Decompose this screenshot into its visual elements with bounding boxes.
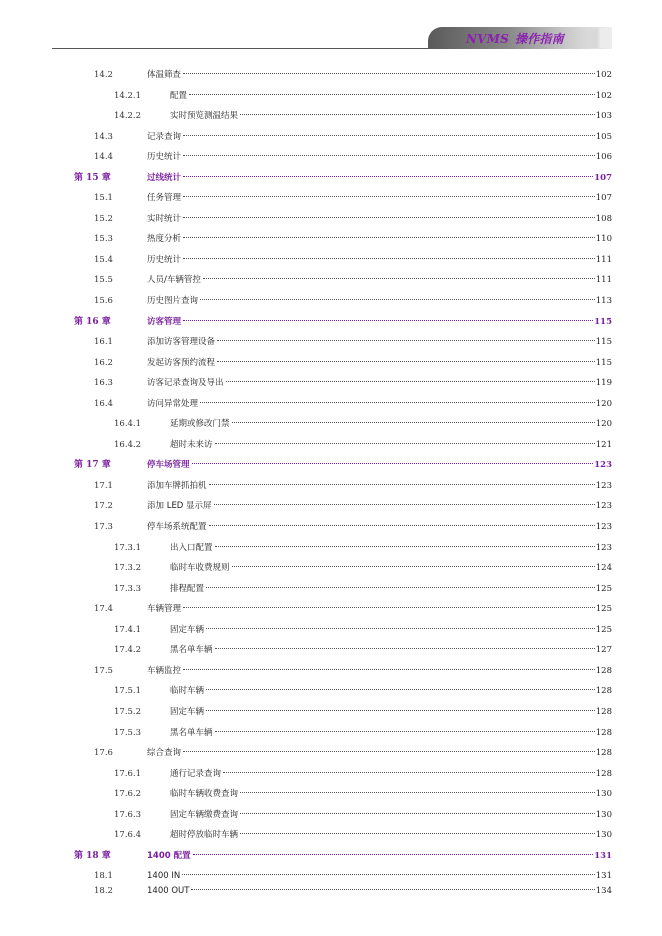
dot-leader — [217, 340, 595, 341]
toc-number: 17.6 — [94, 748, 113, 759]
toc-entry[interactable] — [0, 147, 662, 168]
toc-title: 黑名单车辆 — [170, 727, 213, 738]
dot-leader — [183, 751, 595, 752]
toc-entry[interactable] — [0, 414, 662, 435]
toc-title-line — [170, 414, 612, 435]
toc-title-line — [170, 435, 612, 456]
toc-page-number: 124 — [595, 563, 612, 574]
toc-number: 15.2 — [94, 213, 113, 224]
toc-chapter-entry[interactable] — [0, 846, 662, 867]
toc-title-line — [147, 270, 612, 291]
toc-title-line — [170, 784, 612, 805]
toc-title: 热度分析 — [147, 234, 182, 245]
dot-leader — [200, 402, 595, 403]
toc-title: 访客记录查询及导出 — [147, 378, 224, 389]
toc-entry[interactable] — [0, 270, 662, 291]
toc-title: 配置 — [170, 90, 188, 101]
toc-title-line — [147, 127, 612, 148]
toc-number: 18.2 — [94, 886, 113, 897]
dot-leader — [240, 813, 595, 814]
toc-page-number: 111 — [595, 254, 612, 265]
toc-title: 延期或修改门禁 — [170, 419, 230, 430]
toc-page-number: 102 — [595, 90, 612, 101]
toc-title-line — [170, 681, 612, 702]
toc-entry[interactable] — [0, 805, 662, 826]
dot-leader — [240, 114, 595, 115]
dot-leader — [209, 484, 595, 485]
dot-leader — [206, 587, 595, 588]
toc-entry[interactable] — [0, 229, 662, 250]
header-decoration-block — [600, 28, 610, 48]
toc-title-line — [170, 723, 612, 744]
dot-leader — [183, 155, 595, 156]
toc-number: 17.1 — [94, 480, 113, 491]
table-of-contents — [0, 65, 662, 899]
toc-page-number: 125 — [595, 583, 612, 594]
toc-page-number: 111 — [595, 275, 612, 286]
toc-title: 发起访客预约流程 — [147, 357, 216, 368]
toc-number: 16.3 — [94, 378, 113, 389]
toc-entry[interactable] — [0, 558, 662, 579]
toc-entry[interactable] — [0, 884, 662, 899]
toc-number: 15.3 — [94, 234, 113, 245]
toc-page-number: 107 — [594, 172, 612, 183]
dot-leader — [183, 196, 595, 197]
toc-entry[interactable] — [0, 86, 662, 107]
toc-entry[interactable] — [0, 209, 662, 230]
toc-page-number: 102 — [595, 70, 612, 80]
toc-title-line — [170, 764, 612, 785]
toc-page-number: 128 — [595, 686, 612, 697]
toc-number: 17.3.3 — [114, 583, 142, 594]
toc-number: 17.6.2 — [114, 789, 142, 800]
toc-title: 超时停放临时车辆 — [170, 830, 239, 841]
dot-leader — [226, 381, 595, 382]
toc-entry[interactable] — [0, 353, 662, 374]
toc-page-number: 125 — [595, 604, 612, 615]
toc-title-line — [147, 373, 612, 394]
toc-title-line — [170, 702, 612, 723]
toc-number: 17.4 — [94, 604, 113, 615]
toc-title: 出入口配置 — [170, 542, 213, 553]
dot-leader — [214, 504, 595, 505]
dot-leader — [206, 689, 595, 690]
toc-page-number: 123 — [595, 522, 612, 533]
toc-title-line — [147, 250, 612, 271]
toc-entry[interactable] — [0, 127, 662, 148]
toc-page-number: 120 — [595, 398, 612, 409]
toc-title: 超时未来访 — [170, 439, 213, 450]
toc-title-line — [147, 65, 612, 86]
toc-number: 17.4.1 — [114, 624, 142, 635]
toc-title-line — [147, 229, 612, 250]
toc-title-line — [147, 884, 612, 899]
toc-number: 第 16 章 — [74, 316, 111, 327]
toc-title: 通行记录查询 — [170, 768, 222, 779]
toc-title-line — [147, 188, 612, 209]
dot-leader — [183, 176, 593, 177]
toc-title-line — [147, 599, 612, 620]
toc-entry[interactable] — [0, 661, 662, 682]
toc-title-line — [147, 496, 612, 517]
toc-entry[interactable] — [0, 599, 662, 620]
toc-page-number: 108 — [595, 213, 612, 224]
toc-page-number: 123 — [594, 460, 612, 471]
dot-leader — [215, 443, 595, 444]
toc-title-line — [147, 332, 612, 353]
toc-title: 停车场管理 — [147, 460, 190, 471]
toc-entry[interactable] — [0, 620, 662, 641]
toc-entry[interactable] — [0, 517, 662, 538]
toc-number: 16.1 — [94, 337, 113, 348]
dot-leader — [183, 135, 595, 136]
toc-entry[interactable] — [0, 825, 662, 846]
toc-page-number: 123 — [595, 501, 612, 512]
toc-title: 1400 OUT — [147, 886, 190, 897]
dot-leader — [215, 648, 595, 649]
dot-leader — [193, 854, 594, 855]
dot-leader — [215, 546, 595, 547]
toc-title: 添加访客管理设备 — [147, 337, 216, 348]
header-title — [466, 30, 564, 47]
toc-title: 实时统计 — [147, 213, 182, 224]
toc-page-number: 115 — [594, 316, 612, 327]
toc-number: 16.4 — [94, 398, 113, 409]
toc-title: 临时车辆收费查询 — [170, 789, 239, 800]
toc-page-number: 130 — [595, 830, 612, 841]
dot-leader — [217, 361, 595, 362]
toc-number: 17.3 — [94, 522, 113, 533]
toc-title: 车辆监控 — [147, 665, 182, 676]
toc-page-number: 120 — [595, 419, 612, 430]
toc-entry[interactable] — [0, 188, 662, 209]
toc-chapter-entry[interactable] — [0, 168, 662, 189]
toc-page-number: 128 — [595, 748, 612, 759]
toc-number: 14.3 — [94, 131, 113, 142]
toc-page-number: 103 — [595, 111, 612, 122]
toc-title-line — [147, 517, 612, 538]
dot-leader — [232, 566, 595, 567]
toc-title: 停车场系统配置 — [147, 522, 207, 533]
toc-entry[interactable] — [0, 743, 662, 764]
dot-leader — [189, 94, 595, 95]
toc-number: 第 17 章 — [74, 460, 111, 471]
toc-title: 任务管理 — [147, 193, 182, 204]
toc-page-number: 107 — [595, 193, 612, 204]
toc-number: 14.2.1 — [114, 90, 142, 101]
toc-title: 历史图片查询 — [147, 296, 199, 307]
toc-number: 14.4 — [94, 152, 113, 163]
toc-page-number: 123 — [595, 542, 612, 553]
dot-leader — [240, 792, 595, 793]
toc-title-line — [147, 455, 612, 476]
toc-entry[interactable] — [0, 579, 662, 600]
toc-chapter-entry[interactable] — [0, 455, 662, 476]
toc-title-line — [147, 846, 612, 867]
toc-entry[interactable] — [0, 764, 662, 785]
toc-title-line — [147, 476, 612, 497]
dot-leader — [200, 299, 595, 300]
toc-entry[interactable] — [0, 476, 662, 497]
toc-number: 17.4.2 — [114, 645, 142, 656]
dot-leader — [183, 73, 595, 74]
toc-title: 1400 配置 — [147, 850, 191, 861]
toc-title-line — [170, 620, 612, 641]
toc-entry[interactable] — [0, 496, 662, 517]
toc-title: 车辆管理 — [147, 604, 182, 615]
toc-entry[interactable] — [0, 702, 662, 723]
toc-title: 历史统计 — [147, 152, 182, 163]
toc-page-number: 128 — [595, 727, 612, 738]
toc-title: 1400 IN — [147, 871, 181, 882]
dot-leader — [206, 628, 595, 629]
toc-number: 17.6.3 — [114, 809, 142, 820]
toc-page-number: 121 — [595, 439, 612, 450]
toc-title-line — [170, 86, 612, 107]
toc-page-number: 105 — [595, 131, 612, 142]
toc-title: 综合查询 — [147, 748, 182, 759]
toc-number: 16.4.2 — [114, 439, 142, 450]
toc-title: 历史统计 — [147, 254, 182, 265]
toc-title: 访客管理 — [147, 316, 182, 327]
toc-title-line — [147, 394, 612, 415]
toc-title-line — [170, 640, 612, 661]
toc-chapter-entry[interactable] — [0, 312, 662, 333]
toc-number: 14.2 — [94, 70, 113, 80]
toc-title-line — [170, 825, 612, 846]
toc-title-line — [170, 538, 612, 559]
toc-number: 17.5.3 — [114, 727, 142, 738]
toc-number: 17.5.2 — [114, 706, 142, 717]
toc-title-line — [147, 661, 612, 682]
toc-number: 17.5.1 — [114, 686, 142, 697]
dot-leader — [192, 463, 594, 464]
toc-title: 固定车辆 — [170, 624, 205, 635]
toc-entry[interactable] — [0, 723, 662, 744]
toc-entry[interactable] — [0, 250, 662, 271]
toc-entry[interactable] — [0, 394, 662, 415]
toc-title: 添加 LED 显示屏 — [147, 501, 212, 512]
toc-title-line — [147, 291, 612, 312]
toc-number: 17.2 — [94, 501, 113, 512]
toc-title-line — [147, 147, 612, 168]
dot-leader — [183, 607, 595, 608]
toc-title-line — [170, 805, 612, 826]
dot-leader — [183, 320, 593, 321]
toc-number: 15.5 — [94, 275, 113, 286]
toc-entry[interactable] — [0, 784, 662, 805]
toc-page-number: 125 — [595, 624, 612, 635]
toc-page-number: 110 — [595, 234, 612, 245]
toc-page-number: 119 — [595, 378, 612, 389]
toc-number: 16.2 — [94, 357, 113, 368]
toc-entry[interactable] — [0, 435, 662, 456]
toc-page-number: 128 — [595, 706, 612, 717]
dot-leader — [223, 772, 595, 773]
toc-title-line — [147, 168, 612, 189]
toc-title: 临时车辆 — [170, 686, 205, 697]
toc-page-number: 113 — [595, 296, 612, 307]
toc-entry[interactable] — [0, 65, 662, 86]
toc-entry[interactable] — [0, 106, 662, 127]
dot-leader — [232, 422, 595, 423]
dot-leader — [203, 278, 595, 279]
toc-title: 实时预览测温结果 — [170, 111, 239, 122]
toc-title: 访问异常处理 — [147, 398, 199, 409]
toc-entry[interactable] — [0, 640, 662, 661]
toc-number: 17.6.4 — [114, 830, 142, 841]
toc-page-number: 115 — [595, 337, 612, 348]
toc-entry[interactable] — [0, 538, 662, 559]
toc-page-number: 123 — [595, 480, 612, 491]
toc-number: 17.6.1 — [114, 768, 142, 779]
toc-page-number: 127 — [595, 645, 612, 656]
toc-number: 15.6 — [94, 296, 113, 307]
toc-title: 固定车辆缴费查询 — [170, 809, 239, 820]
dot-leader — [191, 889, 594, 890]
toc-title: 体温筛查 — [147, 70, 182, 80]
toc-number: 17.3.1 — [114, 542, 142, 553]
dot-leader — [215, 731, 595, 732]
toc-title: 记录查询 — [147, 131, 182, 142]
toc-title: 人员/车辆管控 — [147, 275, 201, 286]
dot-leader — [240, 833, 595, 834]
toc-page-number: 131 — [594, 850, 612, 861]
toc-page-number: 106 — [595, 152, 612, 163]
toc-title-line — [147, 353, 612, 374]
toc-number: 17.5 — [94, 665, 113, 676]
toc-title: 临时车收费规则 — [170, 563, 230, 574]
toc-title-line — [170, 106, 612, 127]
toc-entry[interactable] — [0, 291, 662, 312]
dot-leader — [183, 217, 595, 218]
toc-title: 过线统计 — [147, 172, 182, 183]
toc-title: 黑名单车辆 — [170, 645, 213, 656]
toc-title: 添加车牌抓拍机 — [147, 480, 207, 491]
toc-number: 17.3.2 — [114, 563, 142, 574]
toc-entry[interactable] — [0, 332, 662, 353]
toc-title-line — [147, 743, 612, 764]
header-brand: NVMS — [466, 32, 510, 46]
toc-page-number: 128 — [595, 665, 612, 676]
toc-entry[interactable] — [0, 869, 662, 884]
toc-page-number: 131 — [595, 871, 612, 882]
dot-leader — [183, 237, 595, 238]
toc-page-number: 130 — [595, 789, 612, 800]
toc-title-line — [170, 579, 612, 600]
toc-entry[interactable] — [0, 373, 662, 394]
dot-leader — [183, 669, 595, 670]
toc-number: 14.2.2 — [114, 111, 142, 122]
toc-title-line — [147, 869, 612, 884]
toc-title-line — [147, 312, 612, 333]
toc-number: 第 18 章 — [74, 850, 111, 861]
toc-title: 排程配置 — [170, 583, 205, 594]
toc-page-number: 128 — [595, 768, 612, 779]
toc-number: 16.4.1 — [114, 419, 142, 430]
dot-leader — [206, 710, 595, 711]
toc-title-line — [147, 209, 612, 230]
toc-page-number: 115 — [595, 357, 612, 368]
toc-entry[interactable] — [0, 681, 662, 702]
toc-page-number: 134 — [595, 886, 612, 897]
toc-number: 18.1 — [94, 871, 113, 882]
toc-number: 第 15 章 — [74, 172, 111, 183]
dot-leader — [183, 258, 595, 259]
toc-number: 15.4 — [94, 254, 113, 265]
header-decoration-block — [588, 28, 598, 48]
toc-page-number: 130 — [595, 809, 612, 820]
header-guide-title: 操作指南 — [515, 32, 564, 46]
dot-leader — [182, 874, 595, 875]
toc-number: 15.1 — [94, 193, 113, 204]
toc-title: 固定车辆 — [170, 706, 205, 717]
toc-title-line — [170, 558, 612, 579]
dot-leader — [209, 525, 595, 526]
